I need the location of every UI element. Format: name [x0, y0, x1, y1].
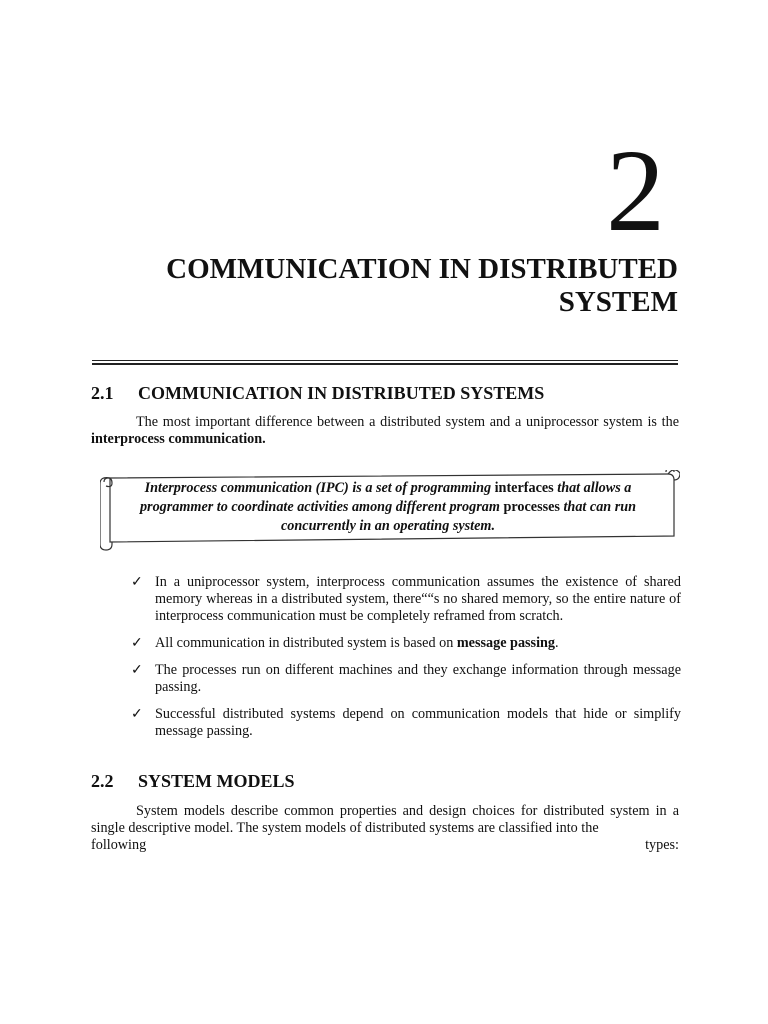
section-paragraph: The most important difference between a distributed system and a uniprocessor system is the interprocess communication. [91, 414, 679, 447]
divider-rule-thin [92, 360, 678, 361]
check-mark-icon: ✓ [131, 575, 143, 590]
section-title: COMMUNICATION IN DISTRIBUTED SYSTEMS [138, 383, 545, 403]
list-item: ✓ The processes run on different machines and they exchange information through message passing. [131, 662, 681, 695]
chapter-title-line1: COMMUNICATION IN DISTRIBUTED [166, 253, 678, 285]
section-paragraph: System models describe common properties and design choices for distributed system in a single descriptive model. The system models of distributed systems are classified into the following types: [91, 803, 679, 853]
callout-scroll [100, 470, 674, 542]
chapter-title-line2: SYSTEM [558, 286, 678, 318]
callout-text: Interprocess communication (IPC) is a set of programming interfaces that allows a programmer to coordinate activities among different program processes that can run concurrently in an operating system. [139, 480, 637, 534]
section-number: 2.1 [91, 383, 114, 403]
list-item: ✓ In a uniprocessor system, interprocess communication assumes the existence of shared memory whereas in a distributed system, there““s no shared memory, so the entire nature of interprocess communication must be completely reframed from scratch. [131, 574, 681, 624]
bold-term: interprocess communication. [91, 431, 266, 447]
section-number: 2.2 [91, 771, 114, 791]
chapter-number: 2 [606, 125, 665, 256]
list-item: ✓ All communication in distributed system is based on message passing. [131, 635, 559, 651]
section-title: SYSTEM MODELS [138, 771, 295, 791]
divider-rule-thick [92, 363, 678, 365]
section-heading-2-2 [91, 771, 295, 792]
list-item: ✓ Successful distributed systems depend on communication models that hide or simplify message passing. [131, 706, 681, 739]
paragraph-last-line: following types: [91, 837, 679, 853]
chapter-title [78, 253, 678, 319]
section-heading-2-1 [91, 383, 544, 404]
bullet-list [131, 574, 681, 750]
check-mark-icon: ✓ [131, 707, 143, 722]
check-mark-icon: ✓ [131, 636, 143, 651]
check-mark-icon: ✓ [131, 663, 143, 678]
